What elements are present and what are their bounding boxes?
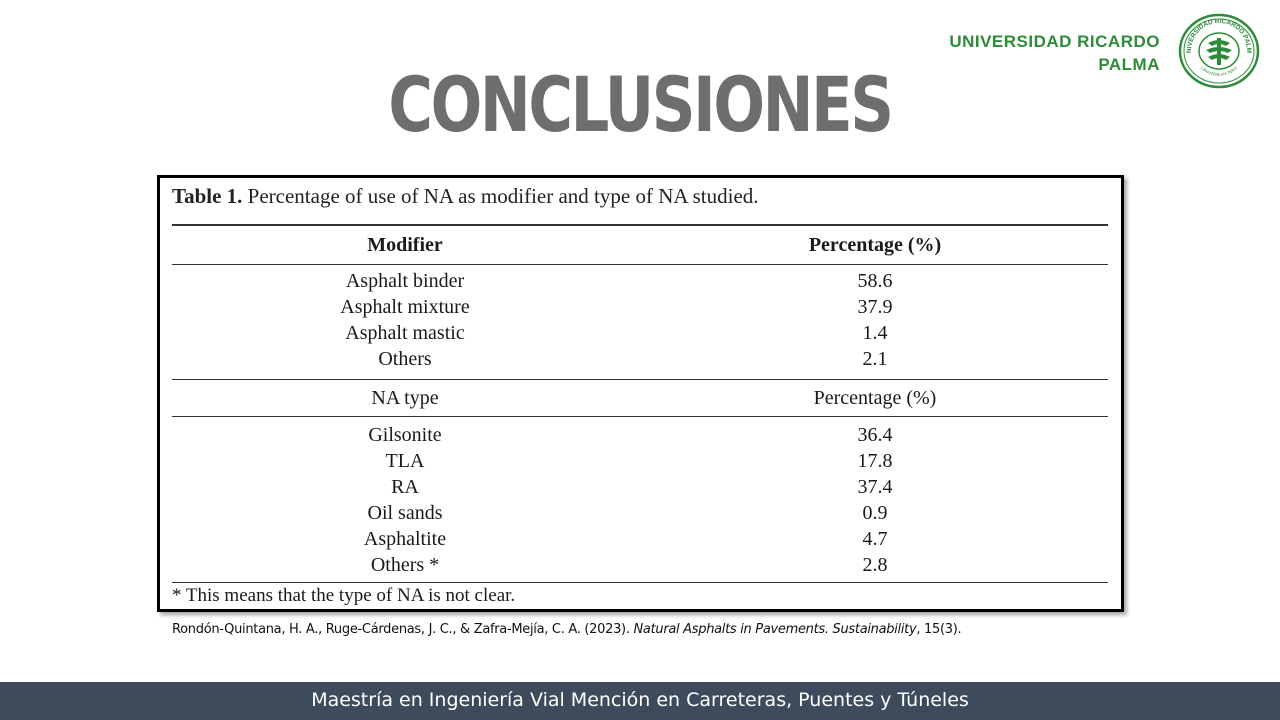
table-row-value: 17.8	[857, 450, 893, 472]
table-row-name: Asphalt mastic	[345, 322, 465, 344]
table-rule-header	[172, 264, 1108, 265]
table-row-value: 36.4	[857, 424, 893, 446]
table-caption	[172, 184, 759, 209]
logo-bottom-text: LIMA MCMLXIX PERU	[1199, 65, 1239, 77]
citation-authors: Rondón-Quintana, H. A., Ruge-Cárdenas, J. C., & Zafra-Mejía, C. A. (2023).	[172, 622, 634, 637]
table-row-value: 37.9	[857, 296, 893, 318]
table-row-value: 4.7	[862, 528, 888, 550]
table-caption-text: Percentage of use of NA as modifier and type of NA studied.	[247, 184, 759, 208]
table-header-modifier: Modifier	[367, 234, 443, 256]
table-header-percentage-2: Percentage (%)	[813, 387, 937, 409]
table-row-value: 1.4	[862, 322, 888, 344]
table-header-percentage: Percentage (%)	[808, 234, 942, 256]
citation-title: Natural Asphalts in Pavements. Sustainability	[633, 622, 917, 637]
citation-rest: , 15(3).	[916, 622, 962, 637]
table-footnote: * This means that the type of NA is not clear.	[172, 585, 516, 606]
university-name-line2: PALMA	[1098, 55, 1160, 74]
footer-bar	[0, 682, 1280, 720]
university-logo	[1178, 13, 1260, 89]
table-header-na-type: NA type	[371, 387, 439, 409]
table-row-value: 58.6	[857, 270, 893, 292]
table-rule-top	[172, 224, 1108, 226]
table-row-value: 2.8	[862, 554, 888, 576]
slide-title: CONCLUSIONES	[388, 60, 892, 149]
logo-ring-text: NIVERSIDAD RICARDO PALM	[1185, 17, 1253, 54]
table-row-name: Others	[378, 348, 432, 370]
table-rule-header-2	[172, 416, 1108, 417]
table-row-value: 37.4	[857, 476, 893, 498]
table-row-name: Oil sands	[367, 502, 443, 524]
table-row-name: TLA	[385, 450, 425, 472]
table-row-name: Others *	[370, 554, 440, 576]
table-caption-label: Table 1.	[172, 184, 243, 208]
table-row-value: 2.1	[862, 348, 888, 370]
citation	[172, 622, 961, 637]
footer-text: Maestría en Ingeniería Vial Mención en Carreteras, Puentes y Túneles	[311, 689, 969, 711]
table-rule-section	[172, 379, 1108, 380]
table-image	[157, 175, 1124, 612]
table-row-name: Asphalt mixture	[340, 296, 470, 318]
university-name-line1: UNIVERSIDAD RICARDO	[949, 32, 1160, 51]
table-row-name: Asphaltite	[363, 528, 447, 550]
table-row-name: Asphalt binder	[345, 270, 465, 292]
table-row-name: RA	[391, 476, 419, 498]
table-row-name: Gilsonite	[368, 424, 442, 446]
table-rule-bottom	[172, 582, 1108, 583]
table-row-value: 0.9	[862, 502, 888, 524]
